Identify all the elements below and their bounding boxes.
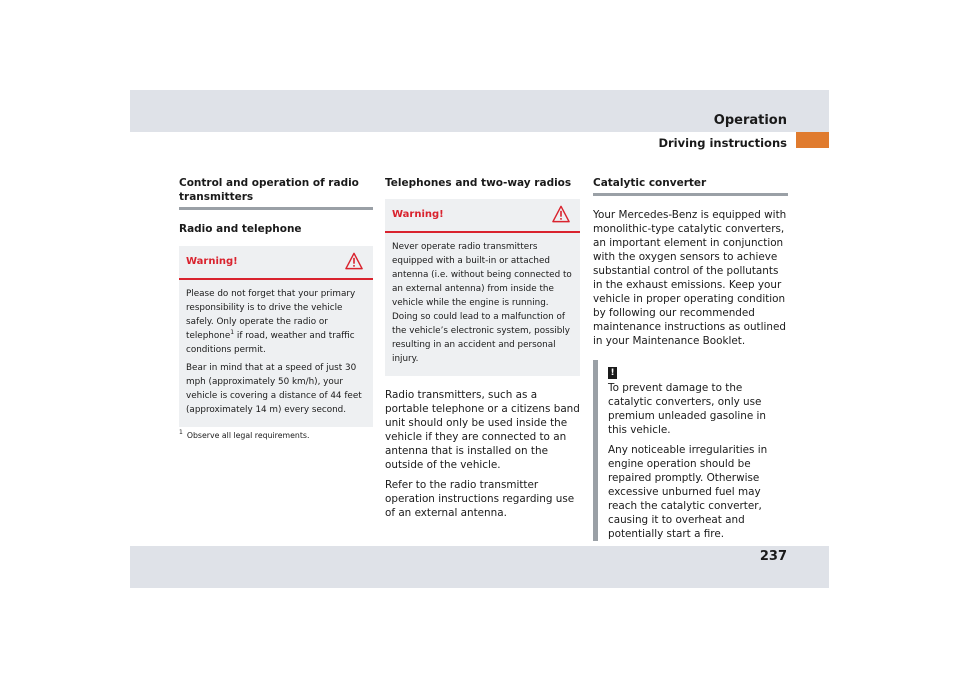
warning-box-radio [179, 246, 373, 427]
warning-paragraph: Please do not forget that your primary responsibility is to drive the vehicle safely. Only operate the radio or telephone$^1$ if road, weather and traffic conditions permit. [186, 289, 356, 355]
warning-body [179, 280, 373, 427]
warning-body [385, 233, 580, 376]
column-telephones [385, 176, 580, 526]
warning-header [179, 246, 373, 280]
warning-paragraph: Never operate radio transmitters equipped with a built-in or attached antenna (i.e. without being connected to an external antenna) from inside the vehicle while the engine is running. Doing so could lead to a malfunction of the vehicle’s electronic system, possibly resulting in an accident and personal injury. [392, 242, 572, 364]
warning-header [385, 199, 580, 233]
body-paragraph: Radio transmitters, such as a portable telephone or a citizens band unit should only be used inside the vehicle if they are connected to an antenna that is installed on the outside of the vehicle. [385, 389, 580, 471]
notice-paragraph: To prevent damage to the catalytic converters, only use premium unleaded gasoline in this vehicle. [608, 382, 767, 436]
notice-exclamation-icon: ! [608, 367, 617, 379]
warning-title: Warning! [392, 209, 444, 220]
subsection-title: Driving instructions [658, 136, 787, 150]
notice-box [593, 360, 788, 541]
column-radio-transmitters [179, 176, 373, 440]
warning-paragraph: Bear in mind that at a speed of just 30 mph (approximately 50 km/h), your vehicle is covering a distance of 44 feet (approximately 14 m) every second. [186, 363, 362, 415]
warning-title: Warning! [186, 256, 238, 267]
footnote-ref: 1 [230, 329, 235, 337]
warning-box-telephones [385, 199, 580, 376]
page-number: 237 [759, 549, 787, 564]
notice-paragraph: Any noticeable irregularities in engine operation should be repaired promptly. Otherwise excessive unburned fuel may reach the catalytic converter, causing it to overheat and potentially start a fire. [608, 444, 768, 540]
warning-triangle-icon [345, 252, 363, 270]
section-tab-marker [796, 132, 829, 148]
subheading-radio-telephone: Radio and telephone [179, 223, 302, 235]
body-paragraph: Your Mercedes-Benz is equipped with monolithic-type catalytic converters, an important element in conjunction with the oxygen sensors to achieve substantial control of the pollutants in the exhaust emissions. Keep your vehicle in proper operating condition by following our recommended maintenance instructions as outlined in your Maintenance Booklet. [593, 209, 787, 347]
section-title: Operation [713, 113, 787, 128]
footnote: $^1$ Observe all legal requirements. [179, 429, 310, 440]
heading-catalytic-converter: Catalytic converter [593, 176, 788, 196]
warning-triangle-icon [552, 205, 570, 223]
footer-band [130, 546, 829, 588]
column-catalytic-converter [593, 176, 788, 541]
heading-telephones: Telephones and two-way radios [385, 177, 572, 189]
body-paragraph: Refer to the radio transmitter operation instructions regarding use of an external antenna. [385, 479, 575, 519]
heading-radio-transmitters: Control and operation of radio transmitters [179, 176, 373, 210]
